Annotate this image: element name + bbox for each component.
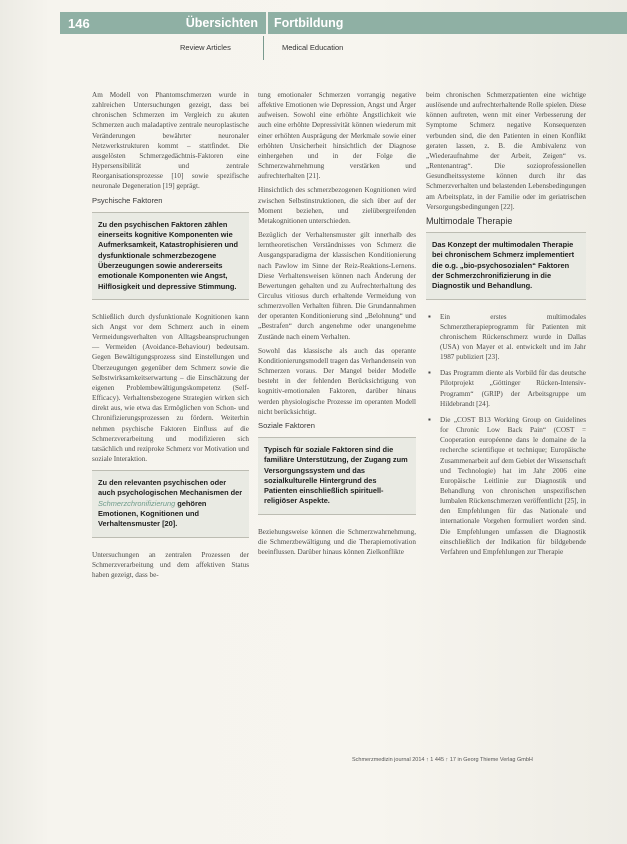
- page-footer: Schmerzmedizin journal 2014 ↑ 1 445 ↑ 17 in Georg Thieme Verlag GmbH: [352, 757, 533, 763]
- paragraph: beim chronischen Schmerzpatienten eine wichtige auslösende und aufrechterhaltende Rolle spielen. Diese können auftreten, wenn mit einer Verbesserung der Symptome Schmerz negative Konsequenzen verbunden sind, die den Patienten in einen Konflikt geraten lassen, z. B. die Ambivalenz von „Wiederaufnahme der Arbeit, Zeigen“ vs. „Rentenantrag“. Die sozioprofessionellen Gesundheitssysteme können durch ihr das Schmerzverhalten und belastenden Lebensbedingungen am Arbeitsplatz, in der Familie oder im geriatrischen Versorgungsbedingungen [22].: [426, 91, 586, 211]
- key-statement-box: [92, 470, 249, 537]
- bullet-icon: ▪: [428, 311, 431, 321]
- list-item: [426, 368, 586, 409]
- list-item-text: Das Programm diente als Vorbild für das deutsche Pilotprojekt „Göttinger Rücken-Intensiv-Programm“ (GRIP) der Arbeitsgruppe um Hildebrandt [24].: [440, 369, 586, 408]
- paragraph: Beziehungsweise können die Schmerzwahrnehmung, die Schmerzbewältigung und die Therapiemotivation beeinflussen. Darüber hinaus können Zielkonflikte: [258, 527, 416, 557]
- paragraph: Schließlich durch dysfunktionale Kognitionen kann sich Angst vor dem Schmerz auch in einem Vermeidungsverhalten von Alltagsbeanspruchungen — Vermeiden (Avoidance-Behaviour) bedeutsam. Gegen Bewältigungsprozess sind Einstellungen und Überzeugungen gegenüber dem Schmerz sowie die Selbstwirksamkeitserwartung – die Einschätzung der eigenen Problembewältigungskompetenz (Self-Efficacy). Verhaltensbezogene Strategien wirken sich direkt aus, wie etwa das Ermöglichen von Schon- und Chronifizierungsprozessen zu fördern. Weiterhin nehmen psychische Faktoren Einfluss auf die Schmerzverarbeitung und modifizieren sich tatsächlich und reziproke Schmerz vor Motivation und soziale Interaktion.: [92, 312, 249, 463]
- text-column-1: [92, 90, 249, 584]
- paragraph: Am Modell von Phantomschmerzen wurde in zahlreichen Untersuchungen gezeigt, dass bei chronischen Schmerzen im Vergleich zu akuten Schmerzen auch maladaptive zentrale neuroplastische Veränderungen bewährter neuronaler Netzwerkstrukturen kommt – stattfindet. Die ausgelösten Schmerzgedächtnis-Faktoren eine Hypersensibilität und zentrale Reorganisationsprozesse [10] sowie spezifische neuronale Degeneration [19] geprägt.: [92, 91, 249, 191]
- highlighted-term: Schmerzchronifizierung: [98, 498, 176, 508]
- bullet-icon: ▪: [428, 368, 431, 378]
- section-title-left: Übersichten: [185, 16, 258, 30]
- list-item: [426, 312, 586, 363]
- paragraph: Untersuchungen an zentralen Prozessen der Schmerzverarbeitung und dem affektiven Status haben gezeigt, dass be-: [92, 550, 249, 579]
- subsection-heading: Soziale Faktoren: [258, 420, 315, 430]
- text-column-2: [258, 90, 416, 561]
- bullet-list: [426, 312, 586, 558]
- list-item-text: Die „COST B13 Working Group on Guidelines for Chronic Low Back Pain“ (COST = Cooperation européenne dans le domaine de la recherche scientifique et technique; Europäische Zusammenarbeit auf dem Gebiet der Wissenschaft und Technologie) hat im Jahr 2006 eine Europäische Leitlinie zur Diagnostik und Behandlung von chronischen unspezifischen lumbalen Rückenschmerzen veröffentlicht [25], in den Empfehlungen für das Nationale und internationale Vorgehen formuliert worden sind. Die Empfehlungen umfassen die Diagnostik einschließlich der Indikation für bildgebende Verfahren und Empfehlungen zur Therapie: [440, 415, 586, 556]
- key-statement-box: Zu den psychischen Faktoren zählen einerseits kognitive Komponenten wie Aufmerksamkeit, Katastrophisieren und dysfunktionale schmerzbezogene Überzeugungen sowie andererseits emotionale Komponenten wie Angst, Hilflosigkeit und depressive Stimmung.: [92, 212, 249, 300]
- box-text: Zu den relevanten psychischen oder auch psychologischen Mechanismen der: [98, 478, 243, 498]
- bullet-icon: ▪: [428, 414, 431, 424]
- subheader-left: Review Articles: [180, 43, 231, 52]
- page-number: 146: [68, 15, 90, 31]
- paragraph: Bezüglich der Verhaltensmuster gilt innerhalb des lerntheoretischen Verständnisses von Schmerz die Ausgangsparadigma der klassischen Konditionierung nach Pawlow im Sinne der Reiz-Reaktions-Lernens. Diese Verhaltensweisen können nach Änderung der Bewertungen gehalten und zu Aufrechterhaltung des Circulus vitiosus durch erhaltende Vermeidung von schmerzvollen Verhalten führen. Die Grundannahmen der operanten Konditionierung sind „Belohnung“ und „Bestrafen“ durch angenehme oder unangenehme Zustände nach einem Verhalten.: [258, 231, 416, 341]
- subheader-right: Medical Education: [282, 43, 344, 52]
- list-item: [426, 415, 586, 557]
- box-text: gehören Emotionen, Kognitionen und Verhaltensmuster [20].: [98, 498, 207, 529]
- paragraph: tung emotionaler Schmerzen vorrangig negative affektive Emotionen wie Depression, Angst und Ärger aufweisen. Sowohl eine erhöhte Ängstlichkeit wie auch eine erhöhte Depressivität können wiederum mit einer erhöhten Ausprägung der Merkmale sowie einer erhöhten Unsicherheit hinsichtlich der Diagnose einhergehen und in der Folge die Schmerzwahrnehmung verstärken und aufrechterhalten [21].: [258, 91, 416, 181]
- section-heading: Multimodale Therapie: [426, 215, 513, 226]
- list-item-text: Ein erstes multimodales Schmerztherapieprogramm für Patienten mit chronischem Rückenschmerz wurde in Dallas (USA) von Mayer et al. entwickelt und im Jahr 1987 publiziert [23].: [440, 312, 586, 362]
- text-column-3: [426, 90, 586, 563]
- key-statement-box: Typisch für soziale Faktoren sind die familiäre Unterstützung, der Zugang zum Versorgungssystem und das sozialkulturelle Hintergrund des Patienten einschließlich spirituell-religiöser Aspekte.: [258, 437, 416, 515]
- section-title-right: Fortbildung: [274, 16, 344, 30]
- header-vertical-rule: [263, 36, 264, 60]
- paragraph: Sowohl das klassische als auch das operante Konditionierungsmodell tragen das Verhandensein von Schmerzen voraus. Der Mangel beider Modelle besteht in der fehlenden Berücksichtigung von kognitiv-emotionalen Faktoren, darüber hinaus werden physiologische Prozesse im operanten Modell nicht berücksichtigt.: [258, 346, 416, 416]
- paragraph: Hinsichtlich des schmerzbezogenen Kognitionen wird zwischen Selbstinstruktionen, die sich über auf der Moment beziehen, und zielübergreifenden Metakognitionen unterschieden.: [258, 186, 416, 225]
- subsection-heading: Psychische Faktoren: [92, 195, 163, 205]
- section-header-bar: [60, 12, 627, 34]
- key-statement-box: Das Konzept der multimodalen Therapie bei chronischem Schmerz implementiert die o.g. „bio-psychosozialen“ Faktoren der Schmerzchronifizierung in die Diagnostik und Behandlung.: [426, 232, 586, 299]
